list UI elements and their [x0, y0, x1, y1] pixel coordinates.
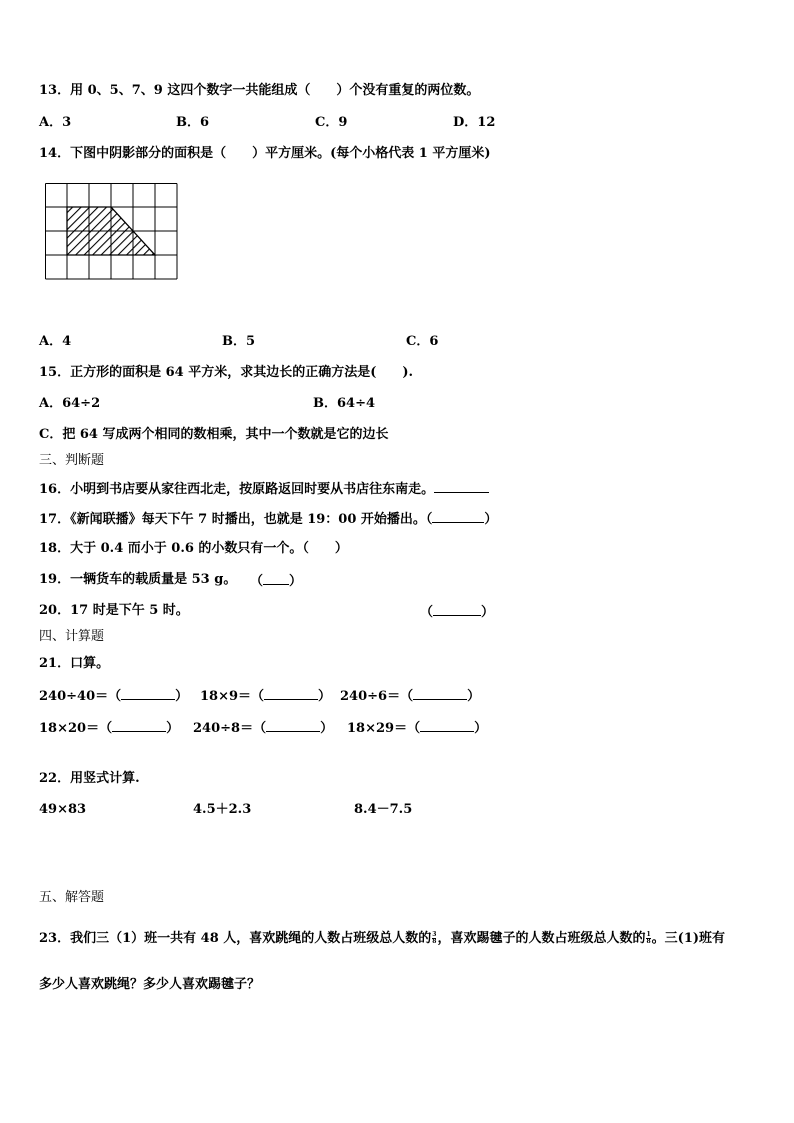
- q21-answer-blank[interactable]: [121, 687, 175, 700]
- section-3-title: 三、判断题: [39, 453, 105, 468]
- q21-item-5: [193, 719, 333, 737]
- q19-line: [39, 572, 236, 588]
- q19-answer: [250, 572, 302, 590]
- shaded-area-grid: [45, 183, 179, 281]
- q19-stem: 19．一辆货车的载质量是 53 g。: [39, 572, 237, 587]
- q15-stem: 15．正方形的面积是 64 平方米，求其边长的正确方法是( ).: [39, 365, 414, 380]
- section-4-title: 四、计算题: [39, 629, 105, 644]
- q23-fraction-1: [432, 932, 436, 945]
- q22-title: 22．用竖式计算.: [39, 771, 140, 786]
- q20-answer: [420, 603, 494, 621]
- q21-expression: 240÷6＝（: [340, 689, 414, 704]
- q21-answer-blank[interactable]: [264, 687, 318, 700]
- q13-stem: 13．用 0、5、7、9 这四个数字一共能组成（ ）个没有重复的两位数。: [39, 83, 480, 98]
- fraction-numerator: 1: [646, 931, 651, 938]
- q14-option-b: B．5: [222, 334, 256, 349]
- q22-item-1: 49×83: [39, 802, 87, 817]
- q17-answer-blank[interactable]: [432, 510, 484, 523]
- q23-fraction-2: [646, 932, 650, 945]
- q17-stem: 17．《新闻联播》每天下午 7 时播出，也就是 19：00 开始播出。（: [39, 512, 433, 527]
- q21-item-2: [200, 687, 331, 705]
- grid-lines: [46, 184, 178, 280]
- q13-option-c: C．9: [315, 115, 348, 130]
- q23-text-3: 。三(1)班有: [651, 931, 726, 946]
- q21-expression: 18×9＝（: [200, 689, 265, 704]
- section-5-title: 五、解答题: [39, 890, 105, 905]
- q22-item-3: 8.4－7.5: [354, 802, 413, 817]
- q21-title: 21．口算。: [39, 656, 110, 671]
- q21-close-paren: ）: [175, 689, 189, 704]
- q21-expression: 240÷40＝（: [39, 689, 122, 704]
- q20-open-paren: （: [420, 605, 434, 620]
- q16-stem: 16．小明到书店要从家往西北走，按原路返回时要从书店往东南走。: [39, 482, 435, 497]
- q23-text-2: ，喜欢踢毽子的人数占班级总人数的: [437, 931, 646, 946]
- q19-close-paren: ）: [289, 574, 303, 589]
- q21-item-3: [340, 687, 480, 705]
- q22-item-2: 4.5＋2.3: [193, 802, 252, 817]
- q20-answer-blank[interactable]: [433, 603, 481, 616]
- q15-option-a: A．64÷2: [39, 396, 101, 411]
- q23-line-1: [39, 931, 725, 947]
- q14-stem: 14．下图中阴影部分的面积是（ ）平方厘米。(每个小格代表 1 平方厘米): [39, 146, 491, 161]
- q18-stem: 18．大于 0.4 而小于 0.6 的小数只有一个。（ ）: [39, 541, 348, 556]
- q20-stem: 20．17 时是下午 5 时。: [39, 603, 189, 618]
- q20-close-paren: ）: [481, 605, 495, 620]
- q21-close-paren: ）: [474, 721, 488, 736]
- q21-close-paren: ）: [467, 689, 481, 704]
- q19-answer-blank[interactable]: [263, 572, 289, 585]
- fraction-denominator: 8: [432, 938, 437, 945]
- q21-expression: 18×29＝（: [347, 721, 421, 736]
- q21-item-6: [347, 719, 487, 737]
- q21-answer-blank[interactable]: [266, 719, 320, 732]
- q23-line-2: 多少人喜欢跳绳？多少人喜欢踢毽子？: [39, 977, 261, 992]
- q21-item-1: [39, 687, 188, 705]
- q13-option-d: D．12: [453, 115, 496, 130]
- q21-close-paren: ）: [320, 721, 334, 736]
- q14-option-c: C．6: [406, 334, 439, 349]
- q21-answer-blank[interactable]: [413, 687, 467, 700]
- q21-close-paren: ）: [318, 689, 332, 704]
- fraction-numerator: 3: [432, 931, 437, 938]
- q15-option-c: C．把 64 写成两个相同的数相乘，其中一个数就是它的边长: [39, 427, 389, 442]
- q15-option-b: B．64÷4: [313, 396, 376, 411]
- q16-line: [39, 480, 489, 498]
- q21-answer-blank[interactable]: [112, 719, 166, 732]
- q21-expression: 18×20＝（: [39, 721, 113, 736]
- q23-text-1: 23．我们三（1）班一共有 48 人，喜欢跳绳的人数占班级总人数的: [39, 931, 432, 946]
- q21-expression: 240÷8＝（: [193, 721, 267, 736]
- q13-option-a: A．3: [39, 115, 72, 130]
- q17-close-paren: ）: [484, 512, 498, 527]
- q13-option-b: B．6: [176, 115, 210, 130]
- q19-open-paren: （: [250, 574, 264, 589]
- q21-answer-blank[interactable]: [420, 719, 474, 732]
- fraction-denominator: 8: [646, 938, 651, 945]
- q16-answer-blank[interactable]: [434, 480, 489, 493]
- q14-option-a: A．4: [39, 334, 72, 349]
- q17-line: [39, 510, 497, 528]
- q21-close-paren: ）: [166, 721, 180, 736]
- q21-item-4: [39, 719, 179, 737]
